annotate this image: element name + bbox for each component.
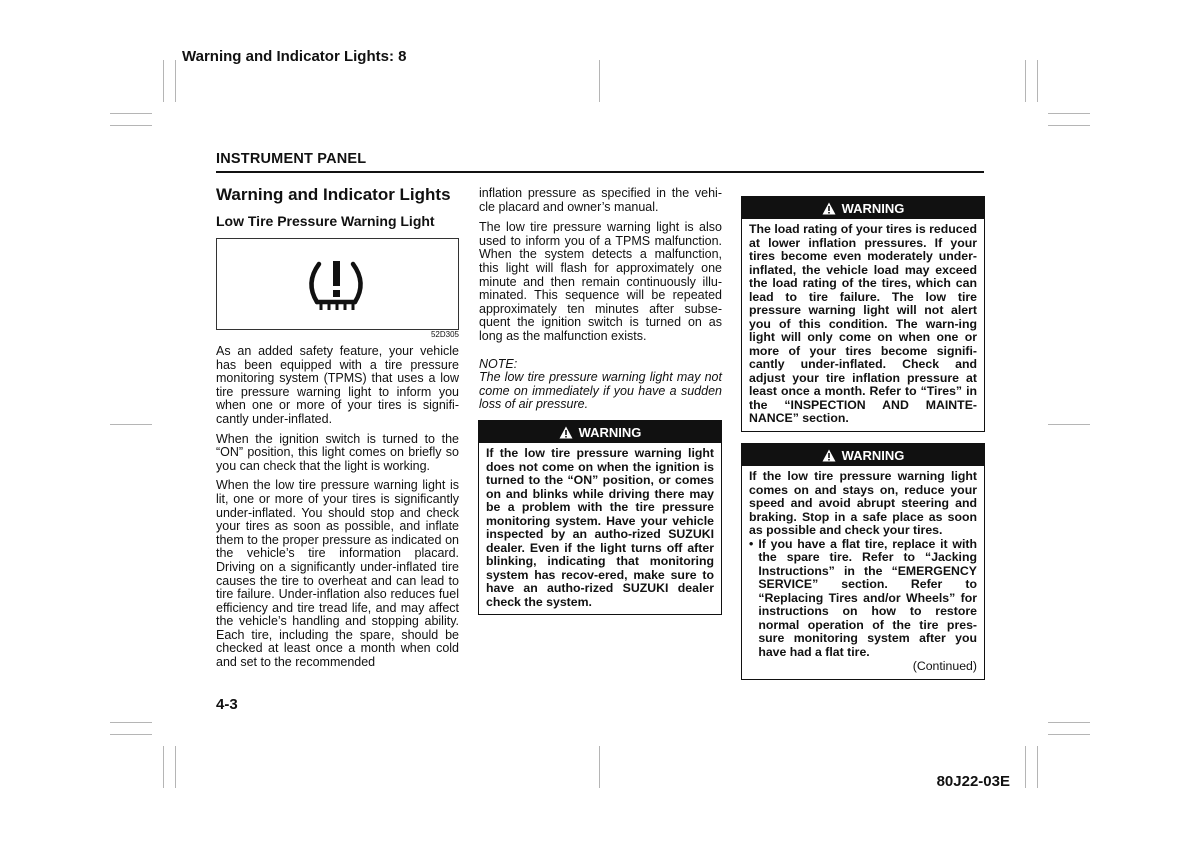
tire-pressure-warning-icon xyxy=(217,239,458,329)
column-2-body xyxy=(479,187,722,419)
crop-mark xyxy=(599,746,600,788)
warning-text: The load rating of your tires is reduced at lower inflation pressures. If your tires become even moderately under-inflated, the vehicle load may exceed the load rating of the tires, which can lead to tire failure. The low tire pressure warning light will not alert you of this condition. The warn-ing light will only come on when one or more of your tires become signifi-cantly under-inflated. Check and adjust your tire inflation pressure at least once a month. Refer to “Tires” in the “INSPECTION AND MAINTE-NANCE” section. xyxy=(749,222,977,425)
section-title: INSTRUMENT PANEL xyxy=(216,151,367,167)
bullet-text: If you have a flat tire, replace it with the spare tire. Refer to “Jacking Instructions” in the “EMERGENCY SERVICE” section. Refer to “Replacing Tires and/or Wheels” for instructions on how to restore normal operation of the tire pres-sure monitoring system after you have had a flat tire. xyxy=(758,536,977,659)
crop-mark xyxy=(1048,734,1090,735)
crop-mark xyxy=(163,746,164,788)
warning-header xyxy=(742,197,984,219)
subheading: Low Tire Pressure Warning Light xyxy=(216,213,435,229)
note-text: The low tire pressure warning light may not come on immediately if you have a sudden loss of air pressure. xyxy=(479,370,722,412)
paragraph: When the ignition switch is turned to the “ON” position, this light comes on briefly so you can check that the light is working. xyxy=(216,431,459,473)
crop-mark xyxy=(175,60,176,102)
warning-title: WARNING xyxy=(841,447,905,463)
warning-paragraph: If the low tire pressure warning light comes on and stays on, reduce your speed and avoid abrupt steering and braking. Stop in a safe place as soon as possible and check your tires. xyxy=(749,469,977,537)
continued-label: (Continued) xyxy=(912,659,977,673)
crop-mark xyxy=(110,722,152,723)
crop-mark xyxy=(163,60,164,102)
page-heading: Warning and Indicator Lights xyxy=(216,185,451,204)
warning-text xyxy=(742,466,984,679)
figure-code: 52D305 xyxy=(430,330,459,339)
note-label: NOTE: xyxy=(479,356,518,371)
crop-mark xyxy=(110,113,152,114)
crop-mark xyxy=(1037,60,1038,102)
warning-box xyxy=(478,420,722,615)
section-rule xyxy=(216,171,984,173)
paragraph: As an added safety feature, your vehicle has been equipped with a tire pressure monitoring system (TPMS) that uses a low tire pressure warning light to inform you when one or more of your tires is signifi-cantly under-inflated. xyxy=(216,344,459,426)
crop-mark xyxy=(1025,60,1026,102)
crop-mark xyxy=(599,60,600,102)
crop-mark xyxy=(1048,125,1090,126)
warning-title: WARNING xyxy=(841,200,905,216)
page-number: 4-3 xyxy=(216,696,238,713)
crop-mark xyxy=(1048,113,1090,114)
warning-title: WARNING xyxy=(578,424,642,440)
crop-mark xyxy=(1025,746,1026,788)
warning-header xyxy=(742,444,984,466)
warning-triangle-icon xyxy=(822,449,836,462)
figure-box xyxy=(216,238,459,330)
crop-mark xyxy=(175,746,176,788)
crop-mark xyxy=(1037,746,1038,788)
column-1-body xyxy=(216,345,459,676)
document-code: 80J22-03E xyxy=(936,773,1010,790)
warning-box xyxy=(741,443,985,680)
crop-mark xyxy=(1048,722,1090,723)
paragraph: inflation pressure as specified in the vehi-cle placard and owner’s manual. xyxy=(479,186,722,214)
paragraph: When the low tire pressure warning light is lit, one or more of your tires is significantly under-inflated. You should stop and check your tires as soon as possible, and inflate them to the proper pressure as indicated on the vehicle’s tire information placard. Driving on a significantly under-inflated tire causes the tire to overheat and can lead to tire failure. Under-inflation also reduces fuel efficiency and tire tread life, and may affect the vehicle’s handling and stopping ability. Each tire, including the spare, should be checked at least once a month when cold and set to the recommended xyxy=(216,478,459,670)
crop-mark xyxy=(110,734,152,735)
warning-header xyxy=(479,421,721,443)
crop-mark xyxy=(1048,424,1090,425)
crop-mark xyxy=(110,125,152,126)
paragraph: The low tire pressure warning light is also used to inform you of a TPMS malfunction. When the system detects a malfunction, this light will flash for approximately one minute and then remain continuously illu-minated. This sequence will be repeated approximately ten minutes after subse-quent the ignition switch is turned on as long as the malfunction exists. xyxy=(479,220,722,343)
warning-text: If the low tire pressure warning light does not come on when the ignition is turned to the “ON” position, or comes on and blinks while driving there may be a problem with the tire pressure monitoring system. Have your vehicle inspected by an autho-rized SUZUKI dealer. Even if the light turns off after blinking, indicating that monitoring system has recov-ered, make sure to have an autho-rized SUZUKI dealer check the system. xyxy=(486,446,714,609)
crop-mark xyxy=(110,424,152,425)
warning-triangle-icon xyxy=(559,426,573,439)
bullet-mark: • xyxy=(749,536,754,551)
running-header: Warning and Indicator Lights: 8 xyxy=(182,48,407,65)
warning-box xyxy=(741,196,985,432)
warning-triangle-icon xyxy=(822,202,836,215)
bullet-item xyxy=(749,538,977,660)
